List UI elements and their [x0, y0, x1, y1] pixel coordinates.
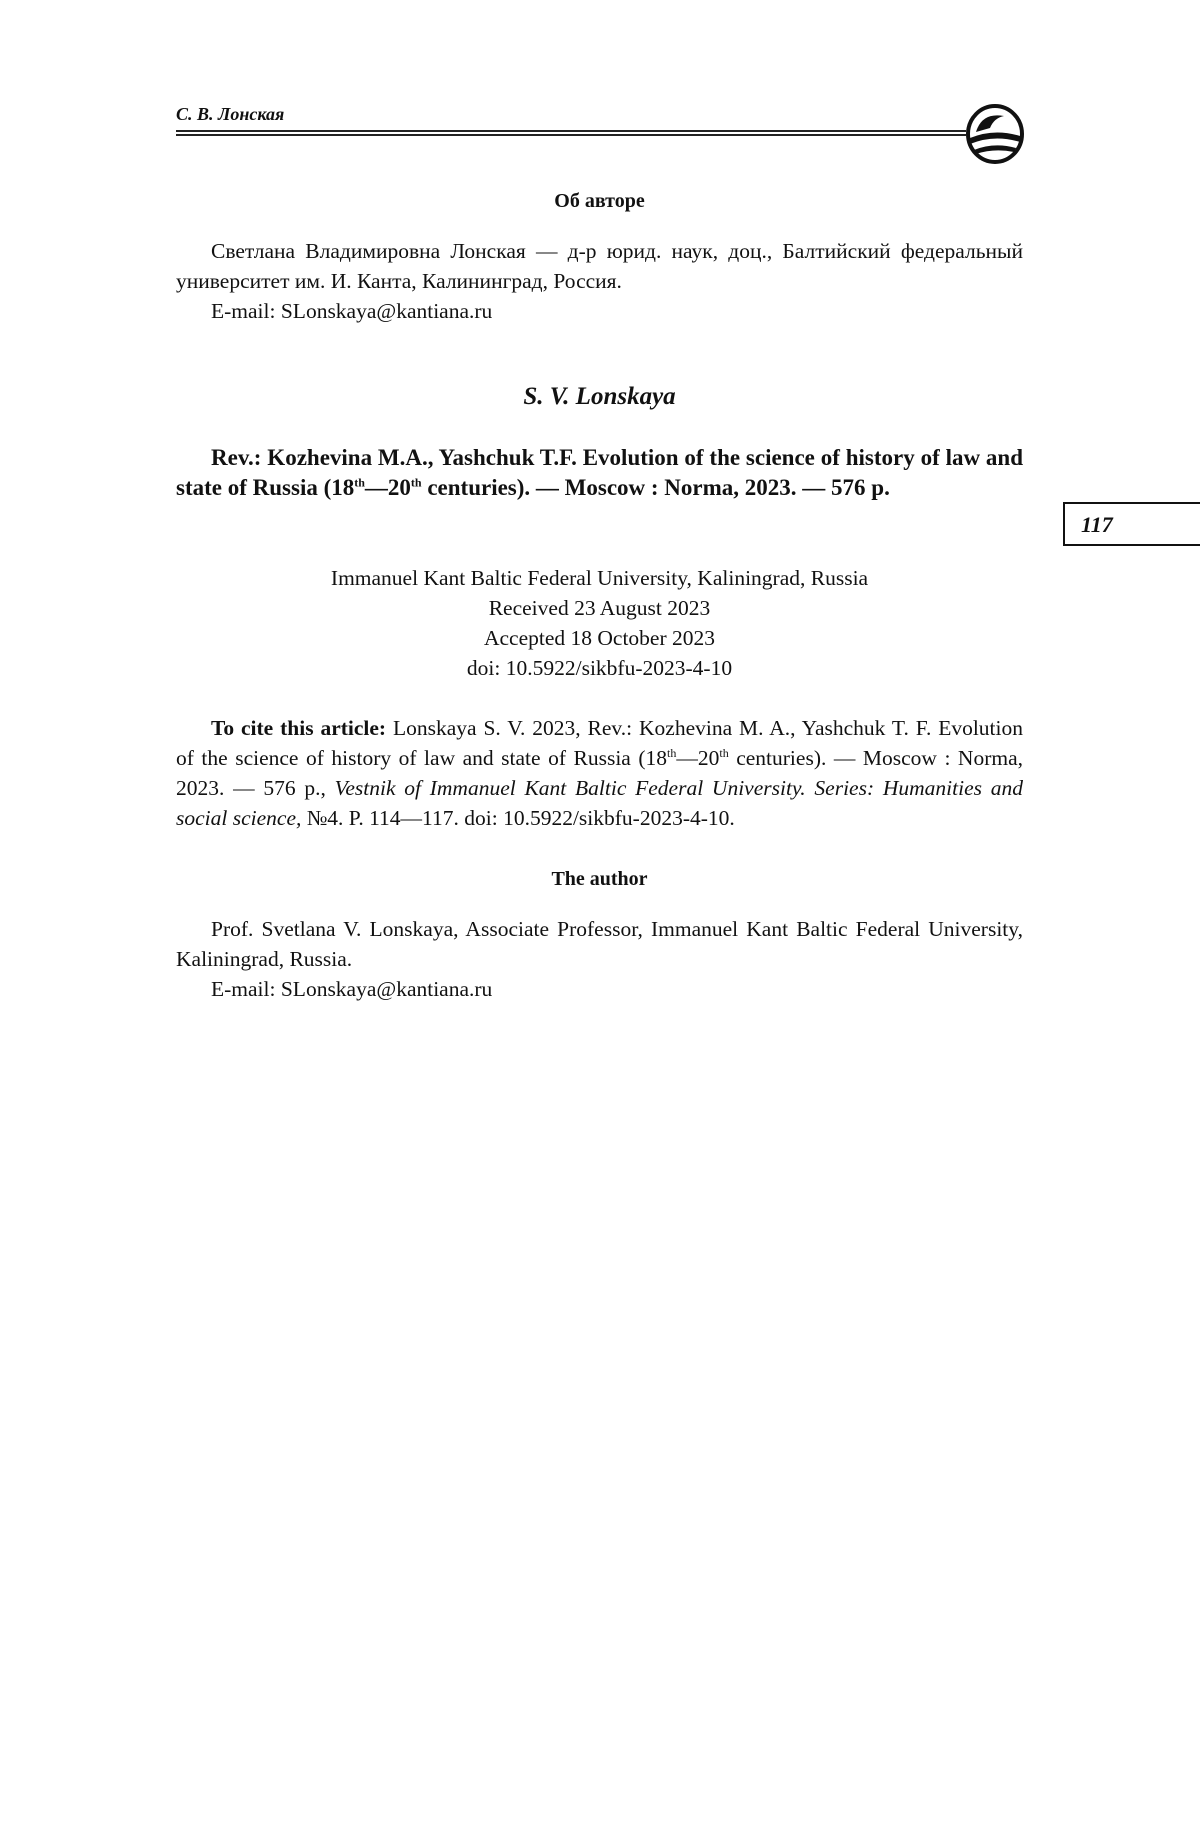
en-author-email: E-mail: SLonskaya@kantiana.ru: [211, 977, 493, 1001]
ru-author-text: Светлана Владимировна Лонская — д-р юрид. наук, доц., Балтийский федеральный университет им. И. Канта, Калининград, Россия.: [176, 239, 1023, 293]
affiliation: Immanuel Kant Baltic Federal University, Kaliningrad, Russia: [330, 566, 869, 590]
doi: doi: 10.5922/sikbfu-2023-4-10: [466, 656, 733, 680]
en-author-text: Prof. Svetlana V. Lonskaya, Associate Professor, Immanuel Kant Baltic Federal University, Kaliningrad, Russia.: [176, 917, 1023, 971]
ru-author-email: E-mail: SLonskaya@kantiana.ru: [211, 299, 493, 323]
ru-author-section: [176, 186, 1023, 326]
page-number: 117: [1063, 502, 1200, 546]
header-rule: [176, 130, 966, 136]
en-author-heading: The author: [551, 868, 648, 890]
author-name: S. V. Lonskaya: [523, 383, 676, 410]
en-author-section: [176, 864, 1023, 1004]
article-meta: [176, 563, 1023, 683]
accepted-date: Accepted 18 October 2023: [483, 626, 716, 650]
article-title: Rev.: Kozhevina M.A., Yashchuk T.F. Evolution of the science of history of law and state of Russia (18th—20th centuries). — Moscow : Norma, 2023. — 576 p.: [176, 445, 1023, 500]
received-date: Received 23 August 2023: [488, 596, 711, 620]
running-head: С. В. Лонская: [176, 104, 285, 124]
ru-author-heading: Об авторе: [554, 190, 645, 212]
citation: To cite this article: Lonskaya S. V. 2023, Rev.: Kozhevina M. A., Yashchuk T. F. Evolution of the science of history of law and state of Russia (18th—20th centuries). — Moscow : Norma, 2023. — 576 p., Vestnik of Immanuel Kant Baltic Federal University. Series: Humanities and social science, №4. P. 114—117. doi: 10.5922/sikbfu-2023-4-10.: [176, 716, 1024, 830]
journal-logo-icon: [964, 104, 1026, 164]
